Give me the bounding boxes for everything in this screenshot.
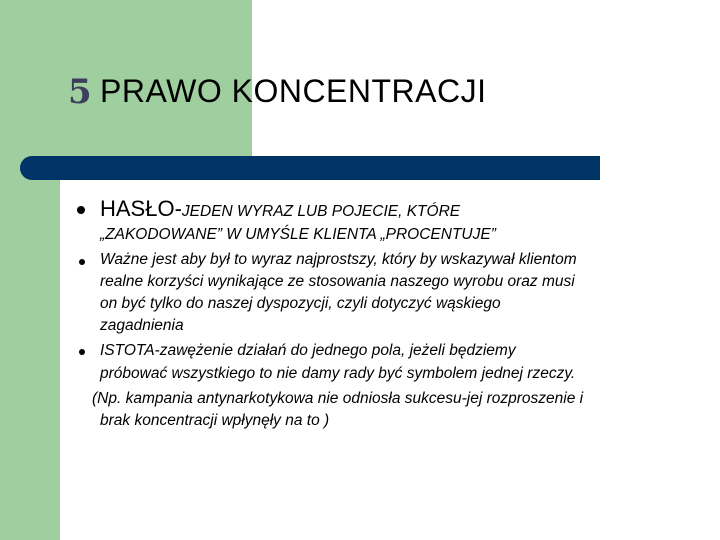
bullet-2-line-1: Ważne jest aby był to wyraz najprostszy, który by wskazywał klientom <box>100 251 577 268</box>
title-number: 5 <box>68 72 92 112</box>
title-divider-bar <box>20 156 600 180</box>
bullet-1-line-2: „ZAKODOWANE” W UMYŚLE KLIENTA „PROCENTUJE” <box>100 226 496 243</box>
bullet-3-line-2: próbować wszystkiego to nie damy rady być symbolem jednej rzeczy. <box>100 365 576 382</box>
bullet-1-line-1 <box>100 196 460 222</box>
bullet-2-line-3: on być tylko do naszej dyspozycji, czyli dotyczyć wąskiego <box>100 295 501 312</box>
bullet-dot <box>77 206 85 214</box>
bullet-3-line-3: (Np. kampania antynarkotykowa nie odniosła sukcesu-jej rozproszenie i <box>92 390 584 407</box>
bullet-3-line-4: brak koncentracji wpłynęły na to ) <box>100 412 330 429</box>
bullet-1-lead: HASŁO- <box>100 196 182 221</box>
title-text: PRAWO KONCENTRACJI <box>100 73 487 109</box>
bullet-2-line-4: zagadnienia <box>100 317 184 334</box>
bullet-dot <box>79 259 85 265</box>
bullet-1-text-1: JEDEN WYRAZ LUB POJECIE, KTÓRE <box>181 203 461 220</box>
bullet-3-line-1: ISTOTA-zawężenie działań do jednego pola, jeżeli będziemy <box>100 342 516 359</box>
bullet-2-line-2: realne korzyści wynikające ze stosowania naszego wyrobu oraz musi <box>100 273 575 290</box>
bullet-dot <box>79 349 85 355</box>
